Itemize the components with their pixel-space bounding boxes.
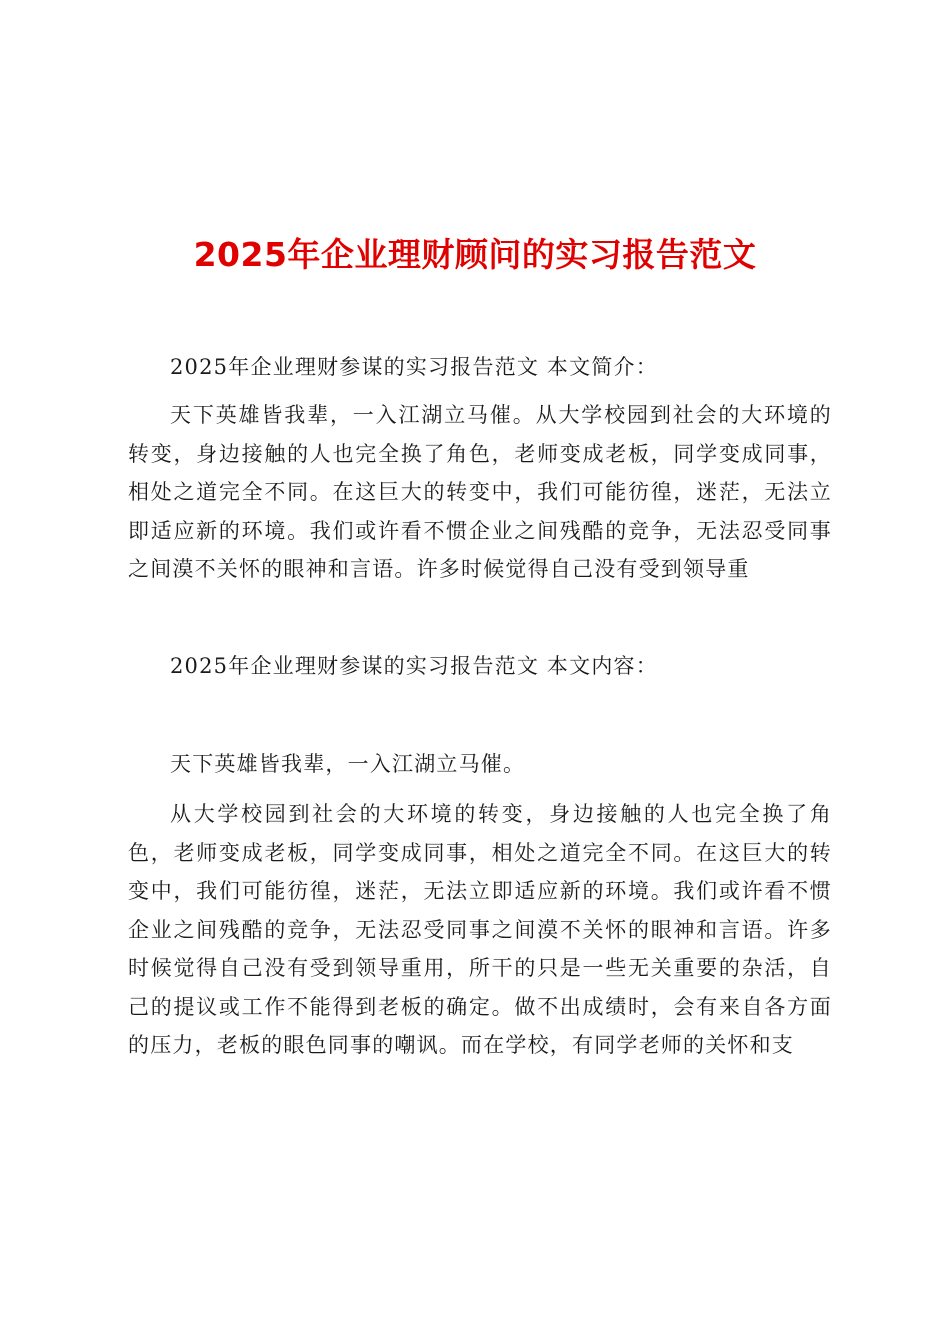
content-paragraph-2: 从大学校园到社会的大环境的转变，身边接触的人也完全换了角色，老师变成老板，同学变成同事，相处之道完全不同。在这巨大的转变中，我们可能彷徨，迷茫，无法立即适应新的环境。我们或许看不惯企业之间残酷的竞争，无法忍受同事之间漠不关怀的眼神和言语。许多时候觉得自己没有受到领导重用，所干的只是一些无关重要的杂活，自己的提议或工作不能得到老板的确定。做不出成绩时，会有来自各方面的压力，老板的眼色同事的嘲讽。而在学校，有同学老师的关怀和支 [128, 802, 832, 1057]
intro-heading: 2025年企业理财参谋的实习报告范文 本文简介： [170, 355, 658, 379]
content-heading: 2025年企业理财参谋的实习报告范文 本文内容： [170, 654, 658, 678]
document-title: 2025年企业理财顾问的实习报告范文 [193, 235, 757, 275]
intro-paragraph: 天下英雄皆我辈，一入江湖立马催。从大学校园到社会的大环境的转变，身边接触的人也完全换了角色，老师变成老板，同学变成同事，相处之道完全不同。在这巨大的转变中，我们可能彷徨，迷茫，无法立即适应新的环境。我们或许看不惯企业之间残酷的竞争，无法忍受同事之间漠不关怀的眼神和言语。许多时候觉得自己没有受到领导重 [128, 403, 832, 581]
content-paragraph-1: 天下英雄皆我辈，一入江湖立马催。 [170, 752, 526, 776]
